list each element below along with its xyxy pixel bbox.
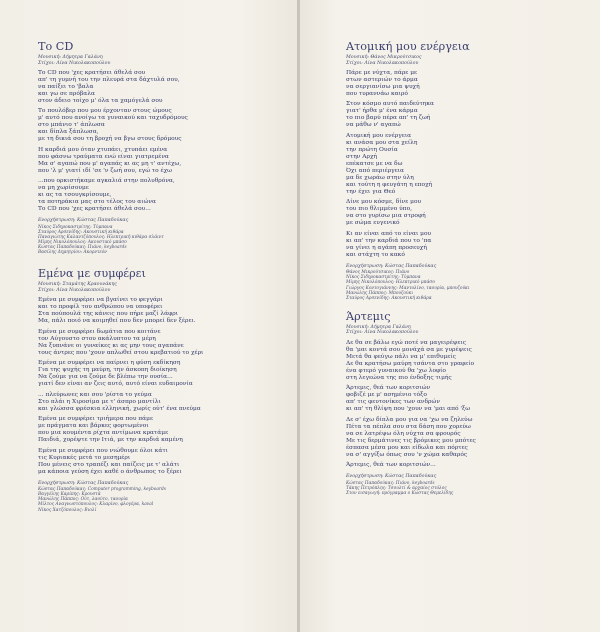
lyric-verse — [38, 392, 288, 413]
performer-line: Νίκος Σιδηροκαστρίτης: Τύμπανα — [346, 275, 421, 281]
performer-credits — [346, 474, 592, 496]
lyric-line: που φάσνω τραύματα ενώ είναι γιατρεμένα — [38, 153, 169, 160]
lyric-line: κι ανάσα μου στα χείλη — [346, 139, 418, 146]
lyric-verse — [346, 231, 592, 259]
lyric-line: το πιο βαρύ πέρα απ' τη ζωή — [346, 115, 431, 122]
lyric-line: στο μπάνιο τ' άπλωσα — [38, 122, 105, 129]
song-block — [346, 310, 592, 496]
lyric-line: Παιδιά, χορέψτε την Ιτιά, με την καρδιά καμένη — [38, 437, 183, 444]
lyric-line: να στο γυρίσω μια στροφή — [346, 213, 426, 220]
lyric-line: με πράγματα και βάρκες φορτωμένοι — [38, 423, 149, 430]
lyric-line: Το CD που 'χες κρατήσει άθελά σου... — [38, 206, 151, 213]
performer-line: Τάκης Πετρόπλης: Τσουλτί & αρχαίος στόλος — [346, 485, 447, 491]
lyric-line: απ' τις φευτονίκες των ανδρών — [346, 399, 440, 406]
performer-line: Στον εισαγωγή: πρόγραμμα ο Κώστας Θεμελίδης — [346, 490, 454, 496]
lyric-verse — [346, 133, 592, 196]
credit-line: Μουσική: Δήμητρα Γαλάνη — [38, 55, 103, 60]
lyric-verse — [38, 329, 288, 357]
lyric-line: στων αστεριών το άρμα — [346, 76, 418, 83]
performer-credits — [38, 481, 288, 513]
orchestration-heading: Ενορχήστρωση: Κώστας Παπαδούκας — [346, 263, 437, 269]
lyric-line: που μια κουμέντα ρίχτα αντίμωνα κρατάμε — [38, 430, 169, 437]
credit-line: Μουσική: Θάνος Μικρούτσικος — [346, 55, 422, 60]
lyric-line: να παίξει το 'βαλα — [38, 83, 94, 90]
lyric-verse — [38, 108, 288, 143]
lyric-line: στην Αρχή — [346, 153, 378, 160]
lyric-line: Εμένα με συμφέρει δωμάτια που κοιτάνε — [38, 328, 161, 335]
lyric-line: γιατ' ήρθα μ' ένα κάρμα — [346, 108, 418, 115]
song-block — [38, 267, 288, 512]
lyric-line: Που μένεις στο τραπέζι και παίζεις με τ' αλάτι — [38, 461, 180, 468]
lyric-verse — [346, 340, 592, 382]
performer-line: Κώστας Παπαδούκας: Πιάνο, keyboards — [346, 480, 435, 486]
lyric-line: να σ' αγγίξω όπως σου 'ν χώμα καθαρός — [346, 451, 468, 458]
performer-line: Θάνος Μικρούτσικος: Πιάνο — [346, 270, 410, 276]
lyric-line: κι ας τα τσουγκρίσουμε, — [38, 192, 112, 199]
lyric-verse — [346, 462, 592, 469]
lyric-verse — [346, 101, 592, 129]
performer-line: Μίλτος Αναγνωστόπουλος: Κλαρίνο, φλογέρα, kaval — [38, 502, 154, 508]
lyric-verse — [346, 199, 592, 227]
lyric-line: να σεργιανίσω μια ψυχή — [346, 83, 420, 90]
credit-line: Μουσική: Δήμητρα Γαλάνη — [346, 324, 411, 330]
lyric-line: και γλώσσα φρέσκια ελληνική, χωρίς ούτ' ένα πνεύμα — [38, 405, 201, 412]
song-block — [346, 40, 592, 301]
lyric-line: στη λεγεώνα της πιο ένδοξης τιμής — [346, 374, 452, 381]
lyric-line: την πρώτη Ουσία — [346, 146, 398, 153]
lyric-line: την έχει για Θεό — [346, 188, 396, 195]
lyric-line: Το CD που 'χες κρατήσει άθελά σου — [38, 69, 146, 76]
performer-line: Βασίλης Δημητρίου: Ακορντεόν — [38, 250, 107, 256]
credit-line: Στίχοι: Λίνα Νικολακοπούλου — [38, 60, 111, 66]
lyric-line: που 'λ μ' γιατί ιδί 'σε 'ν ζωή σου, εγώ το έχω — [38, 167, 172, 174]
lyric-line: Μετά θα φεύγω πάλι να μ' επιθυμείς — [346, 353, 456, 360]
lyric-line: μα δε χωράω στην ύλη — [346, 174, 414, 181]
performer-line: Μίμης Νικολόπουλος: Ακουστικό μπάσο — [38, 240, 127, 246]
lyric-line: τα ποτηράκια μας στο τέλος του αιώνα — [38, 199, 156, 206]
lyric-line: Στον κόσμο αυτό παιδεύτηκα — [346, 101, 434, 108]
lyric-line: Όχι από περιέργεια — [346, 167, 405, 174]
song-credits — [346, 325, 592, 336]
performer-line: Μανώλης Πάππος: Μπουζούκι — [346, 290, 414, 296]
lyric-line: Δίνε μου κόσμε, δίνε μου — [346, 199, 422, 206]
lyric-line: τον Αύγουστο στου ακάλυπτου τα μέρη — [38, 335, 156, 342]
lyric-verse — [38, 360, 288, 388]
lyric-line: φοβιζέ με μ' ασημένιο τόξο — [346, 392, 427, 399]
lyric-line: τις Κυριακές μετά το μεσημέρι — [38, 454, 131, 461]
lyric-line: ένα φτερό γυναικού θα 'χω λοφίο — [346, 367, 446, 374]
performer-line: Κώστας Παπαδούκας: Computer programming, keyboards — [38, 487, 166, 493]
performer-line: Νίκος Χατζόπουλος: Βιολί — [38, 507, 97, 513]
performer-line: Γιώργος Κοντογιάννης: Μαντολίνο, ταουρία, μπουζούκι — [346, 285, 470, 291]
song-credits — [38, 55, 288, 66]
lyric-line: Να ζούμε για να ζούμε δε βλέπω την ουσία... — [38, 374, 173, 381]
performer-line: Βαγγέλης Καρίπης: Κρουστά — [38, 492, 101, 498]
lyric-line: ...που ορκιστήκαμε αγκαλιά στην πολυθρόνα, — [38, 178, 175, 185]
lyric-line: και στάχτη το κακό — [346, 251, 405, 258]
lyric-line: στον άδειο τοίχο μ' όλα τα χαμόγελά σου — [38, 97, 163, 104]
lyric-line: Εμένα με συμφέρει τριήμερα που πάμε — [38, 416, 154, 423]
lyric-line: γιατί δεν είναι αν ζεις αυτό, αυτό είναι ευδαιμονία — [38, 381, 193, 388]
lyric-verse — [346, 70, 592, 98]
credit-line: Στίχοι: Λίνα Νικολακοπούλου — [346, 60, 419, 66]
lyric-line: κι απ' τη θλίψη που 'χουν να 'μαι από 'ξω — [346, 406, 471, 413]
performer-line: Μανώλης Πάππος: Ούτ, λαούτο, ταουρία — [38, 497, 128, 503]
lyric-line: να γίνει η αγάπη προσευχή — [346, 244, 427, 251]
performer-line: Νίκος Σιδηροκαστρίτης: Τύμπανα — [38, 224, 113, 230]
lyric-line: Ατομική μου ενέργεια — [346, 132, 412, 139]
lyric-line: Στο πλάι η Χιροσίμα με τ' άσπρο μαντίλι — [38, 398, 161, 405]
lyric-line: Μα, πάλι ποιό να κοιμηθεί που δεν μπορεί δεν ξέρει. — [38, 318, 196, 325]
performer-line: Σταύρος Αρσενίδης: Ακουστική κιθάρα — [346, 295, 432, 301]
credit-line: Στίχοι: Λίνα Νικολακοπούλου — [346, 330, 419, 336]
lyric-line: Μα σ' αγαπώ που μ' αγαπάς κι ας μη τ' αντέχω, — [38, 160, 182, 167]
lyric-line: Η καρδιά μου όταν χτυπάει, χτυπάει εμένα — [38, 146, 168, 153]
lyric-line: Στα πούπουλά της κάνεις που πήρε μαζί λάφρι — [38, 311, 179, 318]
song-title: Ατομική μου ενέργεια — [346, 40, 470, 53]
left-page — [0, 0, 298, 632]
lyric-line: και τούτη η φευγάτη η εποχή — [346, 181, 433, 188]
performer-credits — [346, 264, 592, 301]
lyric-line: Εμένα με συμφέρει να παίρνει η φύση εκδίκηση — [38, 360, 181, 367]
lyric-line: ... πλεύρωνες και σου 'ρίστα το γεύμα — [38, 391, 152, 398]
lyric-line: Με τις δερμάτινες τις βρόμικες μου μπότες — [346, 437, 476, 444]
lyric-line: και δίπλα ξάπλωσα, — [38, 129, 99, 136]
lyric-line: έσπασα μέσα μου και είδωλα και πόρτες — [346, 444, 468, 451]
lyric-line: Πάρε με νύχτα, πάρε με — [346, 69, 418, 76]
lyric-line: που τυραννάω καιρό — [346, 90, 408, 97]
lyric-line: Άρτεμις, θεά των κοριτσιών — [346, 385, 431, 392]
lyric-line: μ' αυτό που ανοίγω τα γυναικού και ταχυδρόμους — [38, 115, 188, 122]
lyric-line: Δε σ' έχω δίπλα μου για να 'χω να ζηλεύω — [346, 416, 473, 423]
lyric-line: θα 'μαι κοντά σου μονάχά σα με γυρέψεις — [346, 346, 472, 353]
lyric-line: με τη δικιά σου τη βροχή να βγω στους δρόμους — [38, 136, 182, 143]
performer-line: Σταύρος Αρσενίδης: Ακουστική κιθάρα — [38, 229, 124, 235]
lyric-verse — [38, 147, 288, 175]
lyric-line: Το πουλόβερ που μου έρχονταν στους ώμους — [38, 108, 172, 115]
credit-line: Μουσική: Σταμάτης Κραουνάκης — [38, 282, 117, 288]
lyric-verse — [38, 178, 288, 213]
song-block — [38, 40, 288, 255]
song-title: Άρτεμις — [346, 309, 391, 323]
lyric-line: κι απ' την καρδιά που το 'πα — [346, 237, 432, 244]
song-credits — [38, 282, 288, 293]
lyric-line: τους άντρες που 'χουν απλωθεί στου κρεβατιού το χέρι — [38, 349, 204, 356]
song-title: Εμένα με συμφέρει — [38, 267, 146, 281]
lyric-line: να μάθω ν' αγαπώ — [346, 122, 401, 129]
performer-line: Παναγιώτης Καλαντζόπουλος: Ηλεκτρική κιθάρα σλάιντ — [38, 234, 164, 240]
song-title: Το CD — [38, 40, 74, 53]
lyric-verse — [38, 416, 288, 444]
lyric-line: του πιο θλιμμένο ύπο, — [346, 206, 413, 213]
lyric-line: Για της ψυχής τη μαύρη, την άσκοπη διοίκηση — [38, 367, 177, 374]
orchestration-heading: Ενορχήστρωση: Κώστας Παπαδούκας — [38, 218, 129, 224]
lyric-line: Άρτεμις, θεά των κοριτσιών... — [346, 462, 436, 469]
lyric-line: και το προφίλ του ανθρώπου να υποφέρει — [38, 304, 163, 311]
lyric-line: επέκατσε με να δω — [346, 160, 403, 167]
lyric-line: Εμένα με συμφέρει που νιώθουμε όλοι κάτι — [38, 447, 168, 454]
lyric-line: να σε λατρέψω όλη νύχτα σα φρουρός — [346, 430, 461, 437]
orchestration-heading: Ενορχήστρωση: Κώστας Παπαδούκας — [38, 480, 129, 486]
performer-line: Μίμης Νικολόπουλος: Ηλεκτρικό μπάσο — [346, 280, 435, 286]
lyric-line: Να ξυπνάνε οι γυναίκες κι ας μην τους αγαπάνε — [38, 342, 184, 349]
lyric-line: Εμένα με συμφέρει να βγαίνει το φεγγάρι — [38, 297, 163, 304]
song-credits — [346, 55, 592, 66]
credit-line: Στίχοι: Λίνα Νικολακοπούλου — [38, 287, 111, 293]
lyric-verse — [38, 297, 288, 325]
right-page — [300, 0, 600, 632]
lyric-verse — [346, 417, 592, 459]
lyric-line: μα κάποια γεύση έχει καθέ ο άνθρωπος το ξέρει — [38, 468, 182, 475]
lyric-line: Δε θα σε βάλω εγώ ποτέ να μαγειρέψεις — [346, 339, 467, 346]
performer-line: Κώστας Παπαδούκας: Πιάνο, keyboards — [38, 245, 127, 251]
lyric-line: Πέτα τα πέπλα σου στα δάση που χορεύω — [346, 423, 471, 430]
performer-credits — [38, 218, 288, 255]
lyric-line: με σώμα ευγενικό — [346, 220, 400, 227]
lyric-line: απ' τη γυμνή του την πλευρά στα δάχτυλά σου, — [38, 76, 180, 83]
lyric-line: και γω σε πρόβαλα — [38, 90, 95, 97]
orchestration-heading: Ενορχήστρωση: Κώστας Παπαδούκας — [346, 474, 437, 480]
lyric-verse — [38, 70, 288, 105]
lyric-line: να μη χωρίσουμε — [38, 185, 89, 192]
lyric-line: Δε θα κρατήσω μαύρη τσάντα στο γραφείο — [346, 360, 475, 367]
lyric-verse — [38, 448, 288, 476]
lyric-line: Κι αν είναι από το είναι μου — [346, 230, 432, 237]
lyric-verse — [346, 385, 592, 413]
